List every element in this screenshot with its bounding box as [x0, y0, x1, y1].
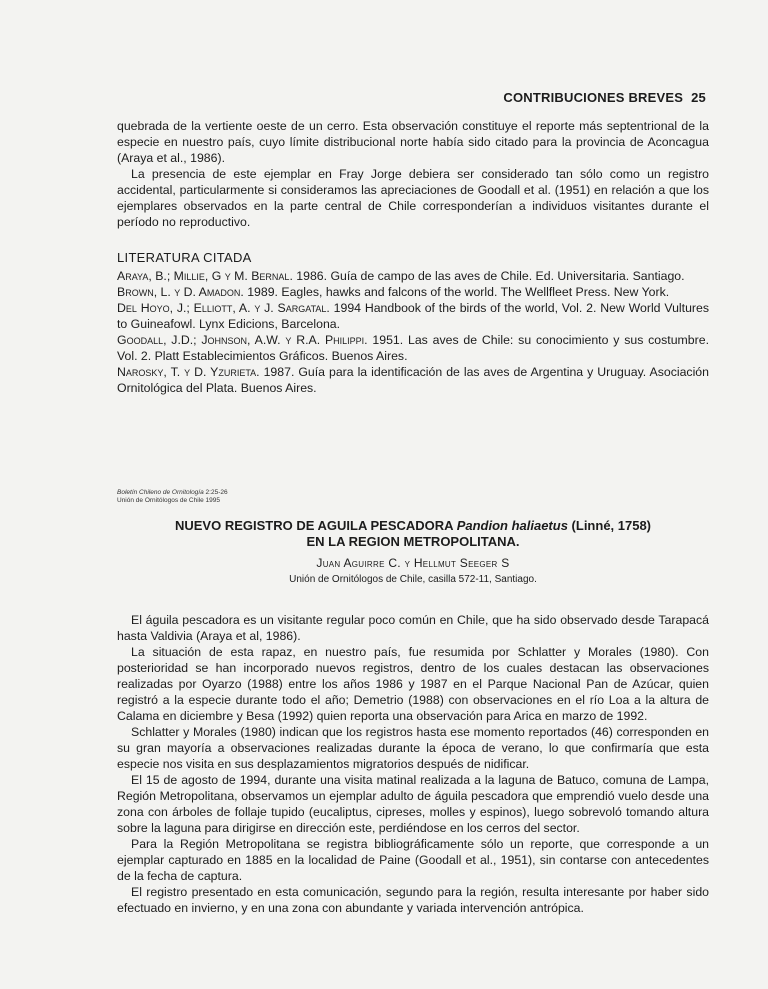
intro-paragraph-1: quebrada de la vertiente oeste de un cerro. Esta observación constituye el reporte más septentrional de la especie en nuestro país, cuyo límite distribucional norte había sido citado para la provincia de Aconcagua (Araya et al., 1986).: [117, 119, 709, 165]
body-paragraph-6: El registro presentado en esta comunicación, segundo para la región, resulta interesante por haber sido efectuado en invierno, y en una zona con abundante y variada intervención antrópica.: [117, 885, 709, 915]
species-name: Pandion haliaetus: [456, 518, 568, 533]
literature-heading: LITERATURA CITADA: [117, 250, 252, 265]
author-affiliation: Unión de Ornitólogos de Chile, casilla 572-11, Santiago.: [289, 574, 537, 585]
citation-line-1: [117, 489, 228, 497]
title-line-2: EN LA REGION METROPOLITANA.: [306, 534, 520, 549]
reference-text: 1987. Guía para la identificación de las aves de Argentina y Uruguay. Asociación Ornitológica del Plata. Buenos Aires.: [117, 365, 709, 395]
journal-citation: [117, 489, 228, 505]
article-body: [117, 612, 709, 916]
reference-authors: Del Hoyo, J.; Elliott, A. y J. Sargatal.: [117, 301, 330, 315]
article-title: [117, 518, 709, 550]
body-paragraph-2: La situación de esta rapaz, en nuestro país, fue resumida por Schlatter y Morales (1980). Con posterioridad se han incorporado nuevos registros, dentro de los cuales destacan las observaciones realizadas por Oyarzo (1988) entre los años 1986 y 1987 en el Parque Nacional Pan de Azúcar, quien registró a la especie durante todo el año; Demetrio (1988) con observaciones en el río Loa a la altura de Calama en diciembre y Besa (1992) quien reporta una observación para Arica en marzo de 1992.: [117, 645, 709, 723]
running-head-title: CONTRIBUCIONES BREVES: [503, 90, 684, 105]
reference-item: [117, 300, 709, 332]
reference-authors: Goodall, J.D.; Johnson, A.W. y R.A. Philippi.: [117, 333, 368, 347]
reference-authors: Brown, L. y D. Amadon.: [117, 285, 244, 299]
body-paragraph-5: Para la Región Metropolitana se registra bibliográficamente sólo un reporte, que corresponde a un ejemplar capturado en 1885 en la localidad de Paine (Goodall et al., 1951), sin contarse con antecedentes de la fecha de captura.: [117, 837, 709, 883]
citation-journal: Boletín Chileno de Ornitología: [117, 489, 204, 496]
article-header: [117, 518, 709, 585]
article-authors: Juan Aguirre C. y Hellmut Seeger S: [316, 556, 510, 570]
reference-item: [117, 332, 709, 364]
body-paragraph-4: El 15 de agosto de 1994, durante una visita matinal realizada a la laguna de Batuco, comuna de Lampa, Región Metropolitana, observamos un ejemplar adulto de águila pescadora que emprendió vuelo desde una zona con árboles de follaje tupido (eucaliptus, cipreses, molles y espinos), luego sobrevoló tomando altura sobre la laguna para dirigirse en dirección este, perdiéndose en los cerros del sector.: [117, 773, 709, 835]
reference-list: [117, 268, 709, 396]
title-suffix: (Linné, 1758): [567, 518, 652, 533]
body-paragraph-3: Schlatter y Morales (1980) indican que los registros hasta ese momento reportados (46) corresponden en su gran mayoría a observaciones realizadas durante la época de verano, lo que confirmaría que esta especie nos visita en sus desplazamientos migratorios después de nidificar.: [117, 725, 709, 771]
reference-item: [117, 364, 709, 396]
reference-authors: Narosky, T. y D. Yzurieta.: [117, 365, 260, 379]
intro-paragraph-2: La presencia de este ejemplar en Fray Jorge debiera ser considerado tan sólo como un registro accidental, particularmente si consideramos las apreciaciones de Goodall et al. (1951) en relación a que los ejemplares observados en la parte central de Chile corresponderían a individuos visitantes durante el período no reproductivo.: [117, 167, 709, 229]
body-paragraph-1: El águila pescadora es un visitante regular poco común en Chile, que ha sido observado desde Tarapacá hasta Valdivia (Araya et al, 1986).: [117, 613, 709, 643]
page-number: 25: [691, 90, 706, 105]
reference-text: 1986. Guía de campo de las aves de Chile. Ed. Universitaria. Santiago.: [292, 269, 685, 283]
reference-item: [117, 284, 709, 300]
reference-text: 1994 Handbook of the birds of the world, Vol. 2. New World Vultures to Guineafowl. Lynx Edicions, Barcelona.: [117, 301, 709, 331]
intro-text: [117, 118, 709, 230]
running-head: [503, 90, 706, 105]
title-prefix: NUEVO REGISTRO DE AGUILA PESCADORA: [174, 518, 457, 533]
citation-volume: 2:25-26: [203, 489, 228, 496]
reference-text: 1989. Eagles, hawks and falcons of the world. The Wellfleet Press. New York.: [243, 285, 670, 299]
reference-item: [117, 268, 709, 284]
citation-line-2: Unión de Ornitólogos de Chile 1995: [117, 497, 220, 504]
reference-text: 1951. Las aves de Chile: su conocimiento y sus costumbre. Vol. 2. Platt Establecimientos Gráficos. Buenos Aires.: [117, 333, 709, 363]
reference-authors: Araya, B.; Millie, G y M. Bernal.: [117, 269, 293, 283]
